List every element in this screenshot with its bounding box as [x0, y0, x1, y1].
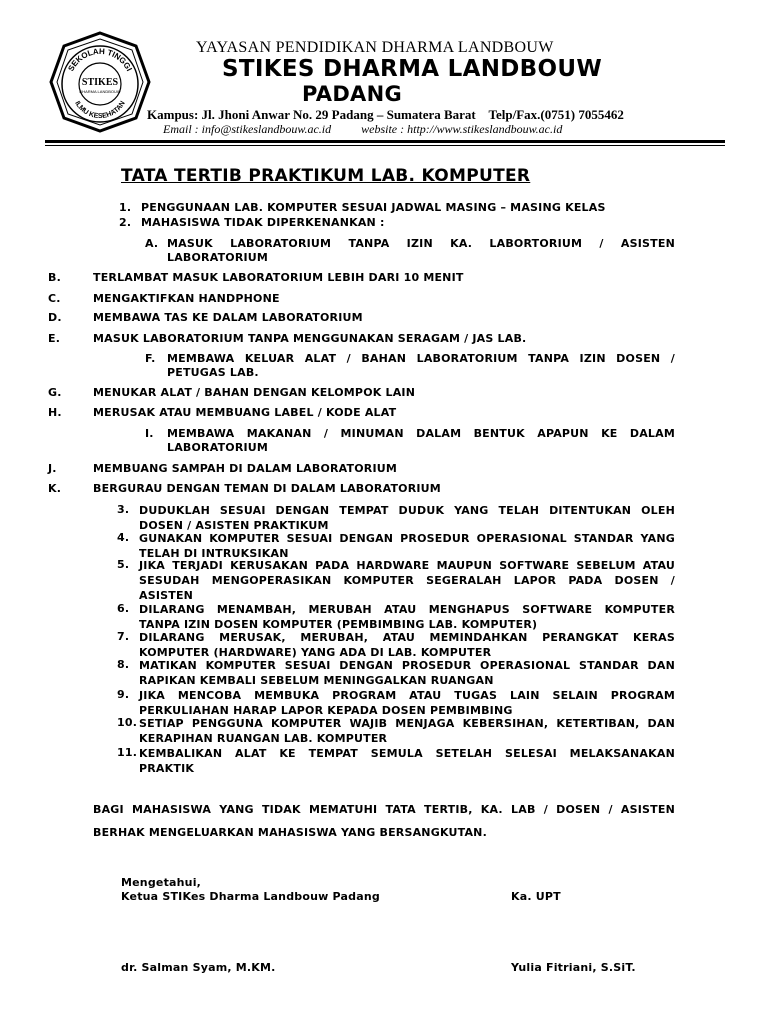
logo-center-bottom: DHARMA LANDBOUW	[79, 89, 121, 94]
list-item: F.	[145, 352, 156, 365]
acknowledged-label: Mengetahui,	[121, 876, 202, 889]
list-item: 2. MAHASISWA TIDAK DIPERKENANKAN :	[119, 216, 385, 229]
left-signatory-name: dr. Salman Syam, M.KM.	[121, 961, 276, 974]
logo-top-text: SEKOLAH TINGGI	[66, 46, 134, 73]
list-item-number: 10.	[117, 716, 138, 729]
right-signatory-role: Ka. UPT	[511, 890, 561, 903]
list-item-number: 11.	[117, 746, 138, 759]
list-item-text: GUNAKAN KOMPUTER SESUAI DENGAN PROSEDUR OPERASIONAL STANDAR YANG TELAH DI INTRUKSIKAN	[139, 532, 675, 560]
campus-address: Kampus: Jl. Jhoni Anwar No. 29 Padang – Sumatera Barat Telp/Fax.(0751) 7055462	[147, 107, 624, 122]
list-item-number: 3.	[117, 503, 130, 516]
list-item-text: JIKA TERJADI KERUSAKAN PADA HARDWARE MAUPUN SOFTWARE SEBELUM ATAU SESUDAH MENGOPERASIKAN KOMPUTER SEGERALAH LAPOR PADA DOSEN / ASISTEN	[139, 559, 675, 602]
logo-center-top: STIKES	[81, 77, 119, 88]
list-item-text: DILARANG MERUSAK, MERUBAH, ATAU MEMINDAHKAN PERANGKAT KERAS KOMPUTER (HARDWARE) YANG ADA DI LAB. KOMPUTER	[139, 631, 675, 659]
header-divider	[45, 140, 725, 143]
list-item-number: 7.	[117, 630, 130, 643]
institution-name: STIKES DHARMA LANDBOUW	[222, 56, 602, 82]
closing-statement: BAGI MAHASISWA YANG TIDAK MEMATUHI TATA TERTIB, KA. LAB / DOSEN / ASISTEN BERHAK MENGELUARKAN MAHASISWA YANG BERSANGKUTAN.	[93, 803, 675, 839]
list-item-text: DILARANG MENAMBAH, MERUBAH ATAU MENGHAPUS SOFTWARE KOMPUTER TANPA IZIN DOSEN KOMPUTER (PEMBIMBING LAB. KOMPUTER)	[139, 603, 675, 631]
left-signatory-role: Ketua STIKes Dharma Landbouw Padang	[121, 890, 380, 903]
institution-city: PADANG	[302, 82, 403, 106]
contact-info: Email : info@stikeslandbouw.ac.id website : http://www.stikeslandbouw.ac.id	[163, 122, 563, 136]
list-item: C. MENGAKTIFKAN HANDPHONE	[48, 292, 280, 305]
list-item: D. MEMBAWA TAS KE DALAM LABORATORIUM	[48, 311, 363, 324]
list-item-text: DUDUKLAH SESUAI DENGAN TEMPAT DUDUK YANG TELAH DITENTUKAN OLEH DOSEN / ASISTEN PRAKTIKUM	[139, 504, 675, 532]
list-item-text: MEMBAWA KELUAR ALAT / BAHAN LABORATORIUM TANPA IZIN DOSEN / PETUGAS LAB.	[167, 352, 675, 379]
header-divider-thin	[45, 145, 725, 146]
list-item-number: 9.	[117, 688, 130, 701]
list-item-text: JIKA MENCOBA MEMBUKA PROGRAM ATAU TUGAS LAIN SELAIN PROGRAM PERKULIAHAN HARAP LAPOR KEPADA DOSEN PEMBIMBING	[139, 689, 675, 717]
list-item-text: MEMBAWA MAKANAN / MINUMAN DALAM BENTUK APAPUN KE DALAM LABORATORIUM	[167, 427, 675, 454]
list-item-text: SETIAP PENGGUNA KOMPUTER WAJIB MENJAGA KEBERSIHAN, KETERTIBAN, DAN KERAPIHAN RUANGAN LAB. KOMPUTER	[139, 717, 675, 745]
list-item: B. TERLAMBAT MASUK LABORATORIUM LEBIH DARI 10 MENIT	[48, 271, 464, 284]
institution-logo	[48, 30, 152, 134]
list-item-text: MASUK LABORATORIUM TANPA IZIN KA. LABORTORIUM / ASISTEN LABORATORIUM	[167, 237, 675, 264]
right-signatory-name: Yulia Fitriani, S.SiT.	[511, 961, 636, 974]
list-item: K. BERGURAU DENGAN TEMAN DI DALAM LABORATORIUM	[48, 482, 441, 495]
logo-bottom-text: ILMU KESEHATAN	[73, 100, 127, 121]
foundation-name: YAYASAN PENDIDIKAN DHARMA LANDBOUW	[196, 39, 554, 56]
list-item-number: 4.	[117, 531, 130, 544]
document-title: TATA TERTIB PRAKTIKUM LAB. KOMPUTER	[121, 166, 531, 186]
list-item: H. MERUSAK ATAU MEMBUANG LABEL / KODE ALAT	[48, 406, 397, 419]
list-item: 1. PENGGUNAAN LAB. KOMPUTER SESUAI JADWAL MASING – MASING KELAS	[119, 201, 606, 214]
list-item: A.	[145, 237, 159, 250]
list-item-number: 6.	[117, 602, 130, 615]
list-item: I.	[145, 427, 154, 440]
list-item: G. MENUKAR ALAT / BAHAN DENGAN KELOMPOK LAIN	[48, 386, 416, 399]
list-item: J. MEMBUANG SAMPAH DI DALAM LABORATORIUM	[48, 462, 398, 475]
list-item-text: MATIKAN KOMPUTER SESUAI DENGAN PROSEDUR OPERASIONAL STANDAR DAN RAPIKAN KEMBALI SEBELUM MENINGGALKAN RUANGAN	[139, 659, 675, 687]
list-item-number: 5.	[117, 558, 130, 571]
list-item-text: KEMBALIKAN ALAT KE TEMPAT SEMULA SETELAH SELESAI MELAKSANAKAN PRAKTIK	[139, 747, 675, 775]
list-item-number: 8.	[117, 658, 130, 671]
list-item: E. MASUK LABORATORIUM TANPA MENGGUNAKAN SERAGAM / JAS LAB.	[48, 332, 527, 345]
